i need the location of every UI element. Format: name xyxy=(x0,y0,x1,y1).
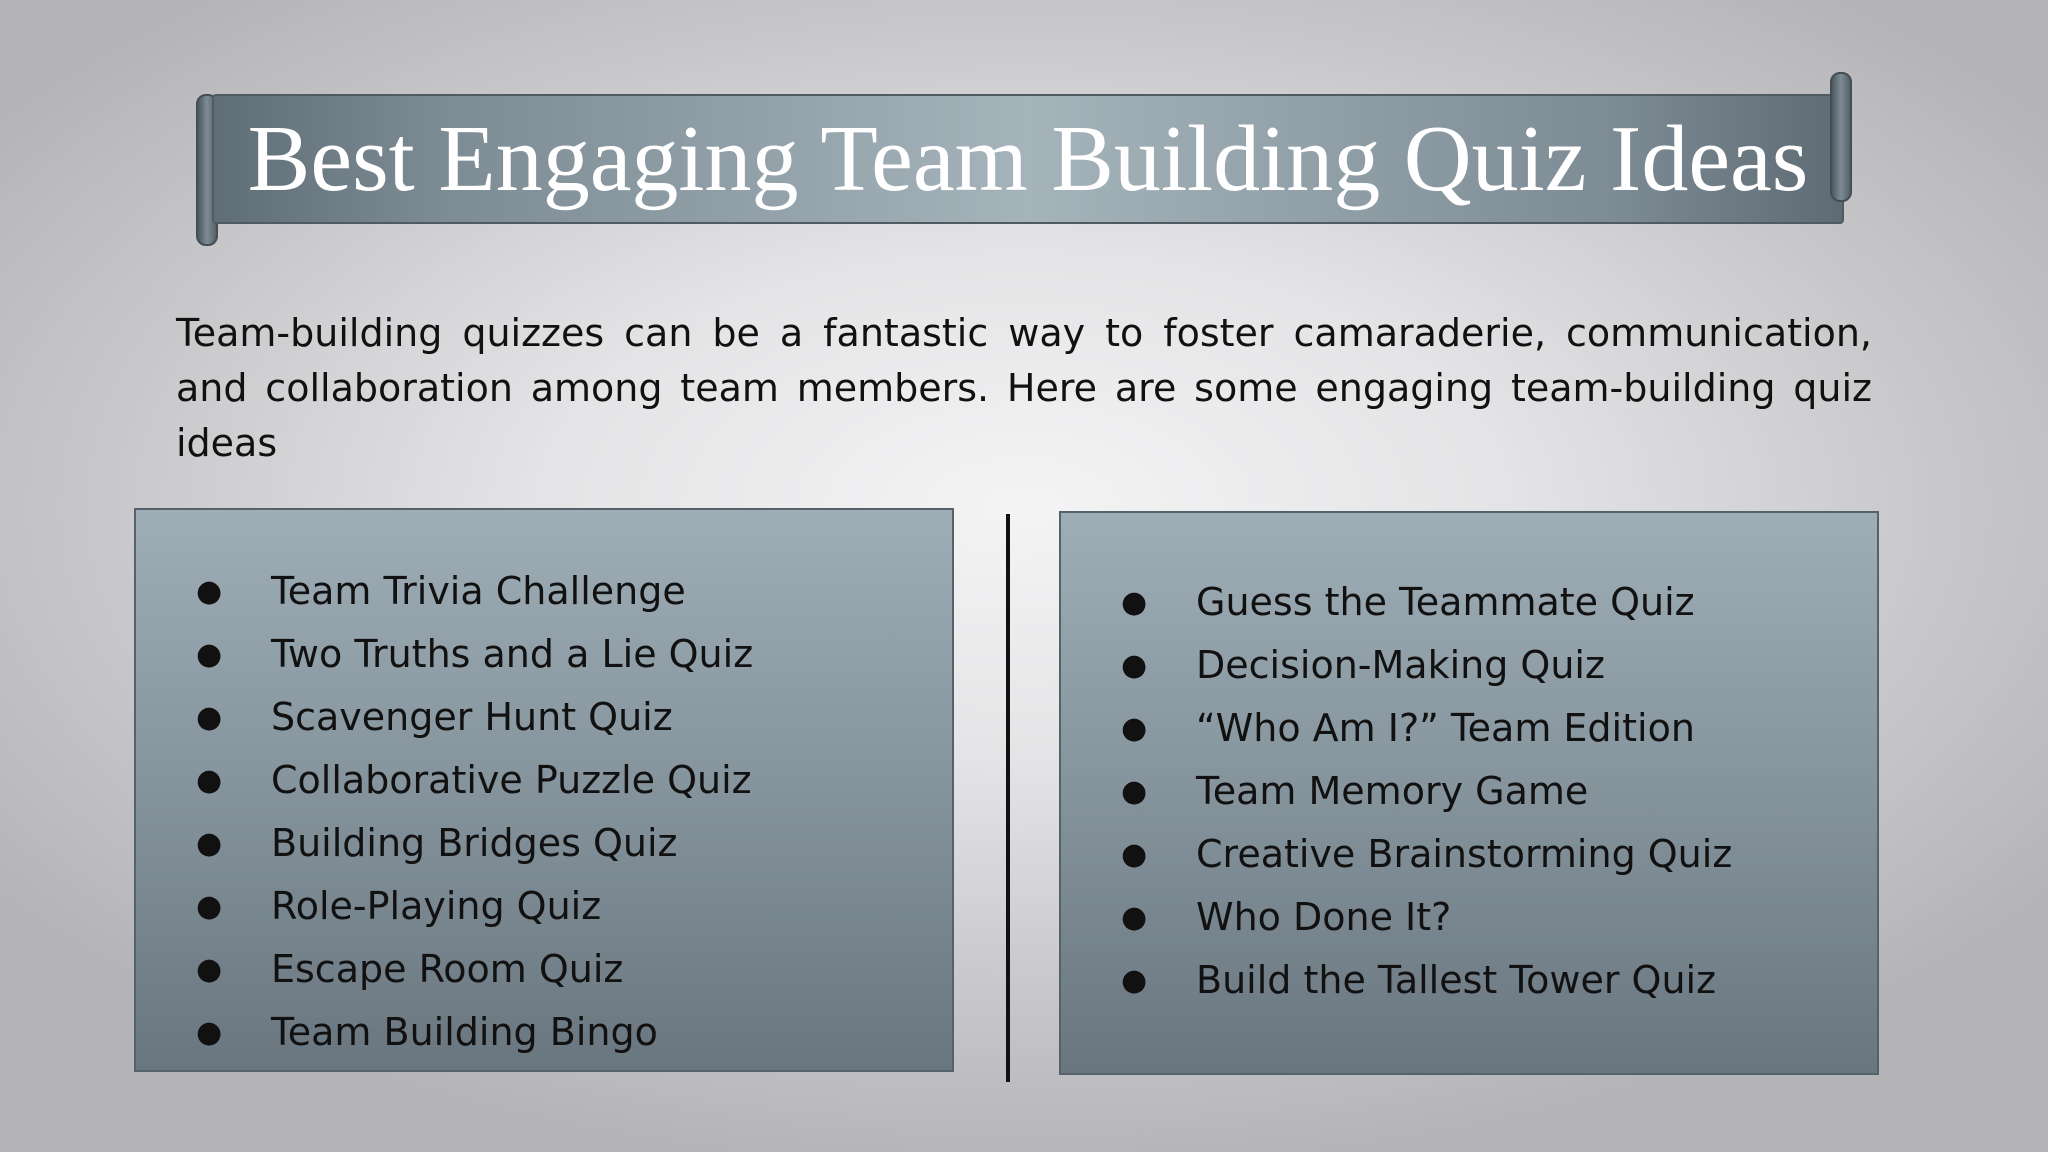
bullet-icon: ● xyxy=(196,826,223,861)
list-item xyxy=(1061,760,1877,823)
list-item xyxy=(136,1001,952,1064)
title-banner xyxy=(196,72,1852,250)
list-item-text: Building Bridges Quiz xyxy=(271,821,678,865)
list-item-text: “Who Am I?” Team Edition xyxy=(1196,706,1695,750)
list-item xyxy=(1061,886,1877,949)
list-item-text: Team Memory Game xyxy=(1196,769,1589,813)
right-bullet-list xyxy=(1061,571,1877,1012)
list-item xyxy=(1061,823,1877,886)
list-item-text: Decision-Making Quiz xyxy=(1196,643,1605,687)
list-item-text: Build the Tallest Tower Quiz xyxy=(1196,958,1717,1002)
bullet-icon: ● xyxy=(1121,774,1148,809)
left-bullet-list xyxy=(136,560,952,1064)
list-item-text: Team Building Bingo xyxy=(271,1010,658,1054)
bullet-icon: ● xyxy=(1121,585,1148,620)
list-item xyxy=(136,875,952,938)
list-item-text: Team Trivia Challenge xyxy=(271,569,686,613)
bullet-icon: ● xyxy=(196,637,223,672)
list-item-text: Who Done It? xyxy=(1196,895,1452,939)
intro-paragraph: Team-building quizzes can be a fantastic way to foster camaraderie, communication, and collaboration among team members. Here are some engaging team-building quiz ideas xyxy=(176,311,1872,465)
bullet-icon: ● xyxy=(196,763,223,798)
bullet-icon: ● xyxy=(196,574,223,609)
bullet-icon: ● xyxy=(1121,837,1148,872)
list-item-text: Scavenger Hunt Quiz xyxy=(271,695,673,739)
list-item-text: Role-Playing Quiz xyxy=(271,884,602,928)
list-item-text: Collaborative Puzzle Quiz xyxy=(271,758,752,802)
bullet-icon: ● xyxy=(196,700,223,735)
bullet-icon: ● xyxy=(196,952,223,987)
list-item-text: Creative Brainstorming Quiz xyxy=(1196,832,1733,876)
list-item-text: Escape Room Quiz xyxy=(271,947,624,991)
right-list-box xyxy=(1059,511,1879,1075)
slide-title: Best Engaging Team Building Quiz Ideas xyxy=(247,107,1809,211)
list-item xyxy=(1061,949,1877,1012)
list-item xyxy=(136,812,952,875)
list-item xyxy=(1061,697,1877,760)
list-item-text: Two Truths and a Lie Quiz xyxy=(271,632,754,676)
left-list-box xyxy=(134,508,954,1072)
bullet-icon: ● xyxy=(1121,900,1148,935)
bullet-icon: ● xyxy=(196,889,223,924)
list-item xyxy=(136,686,952,749)
bullet-icon: ● xyxy=(1121,711,1148,746)
vertical-divider xyxy=(1006,514,1010,1082)
list-item xyxy=(1061,571,1877,634)
list-item-text: Guess the Teammate Quiz xyxy=(1196,580,1695,624)
list-item xyxy=(136,623,952,686)
list-item xyxy=(136,938,952,1001)
list-item xyxy=(136,749,952,812)
list-item xyxy=(1061,634,1877,697)
list-item xyxy=(136,560,952,623)
bullet-icon: ● xyxy=(1121,648,1148,683)
bullet-icon: ● xyxy=(196,1015,223,1050)
bullet-icon: ● xyxy=(1121,963,1148,998)
